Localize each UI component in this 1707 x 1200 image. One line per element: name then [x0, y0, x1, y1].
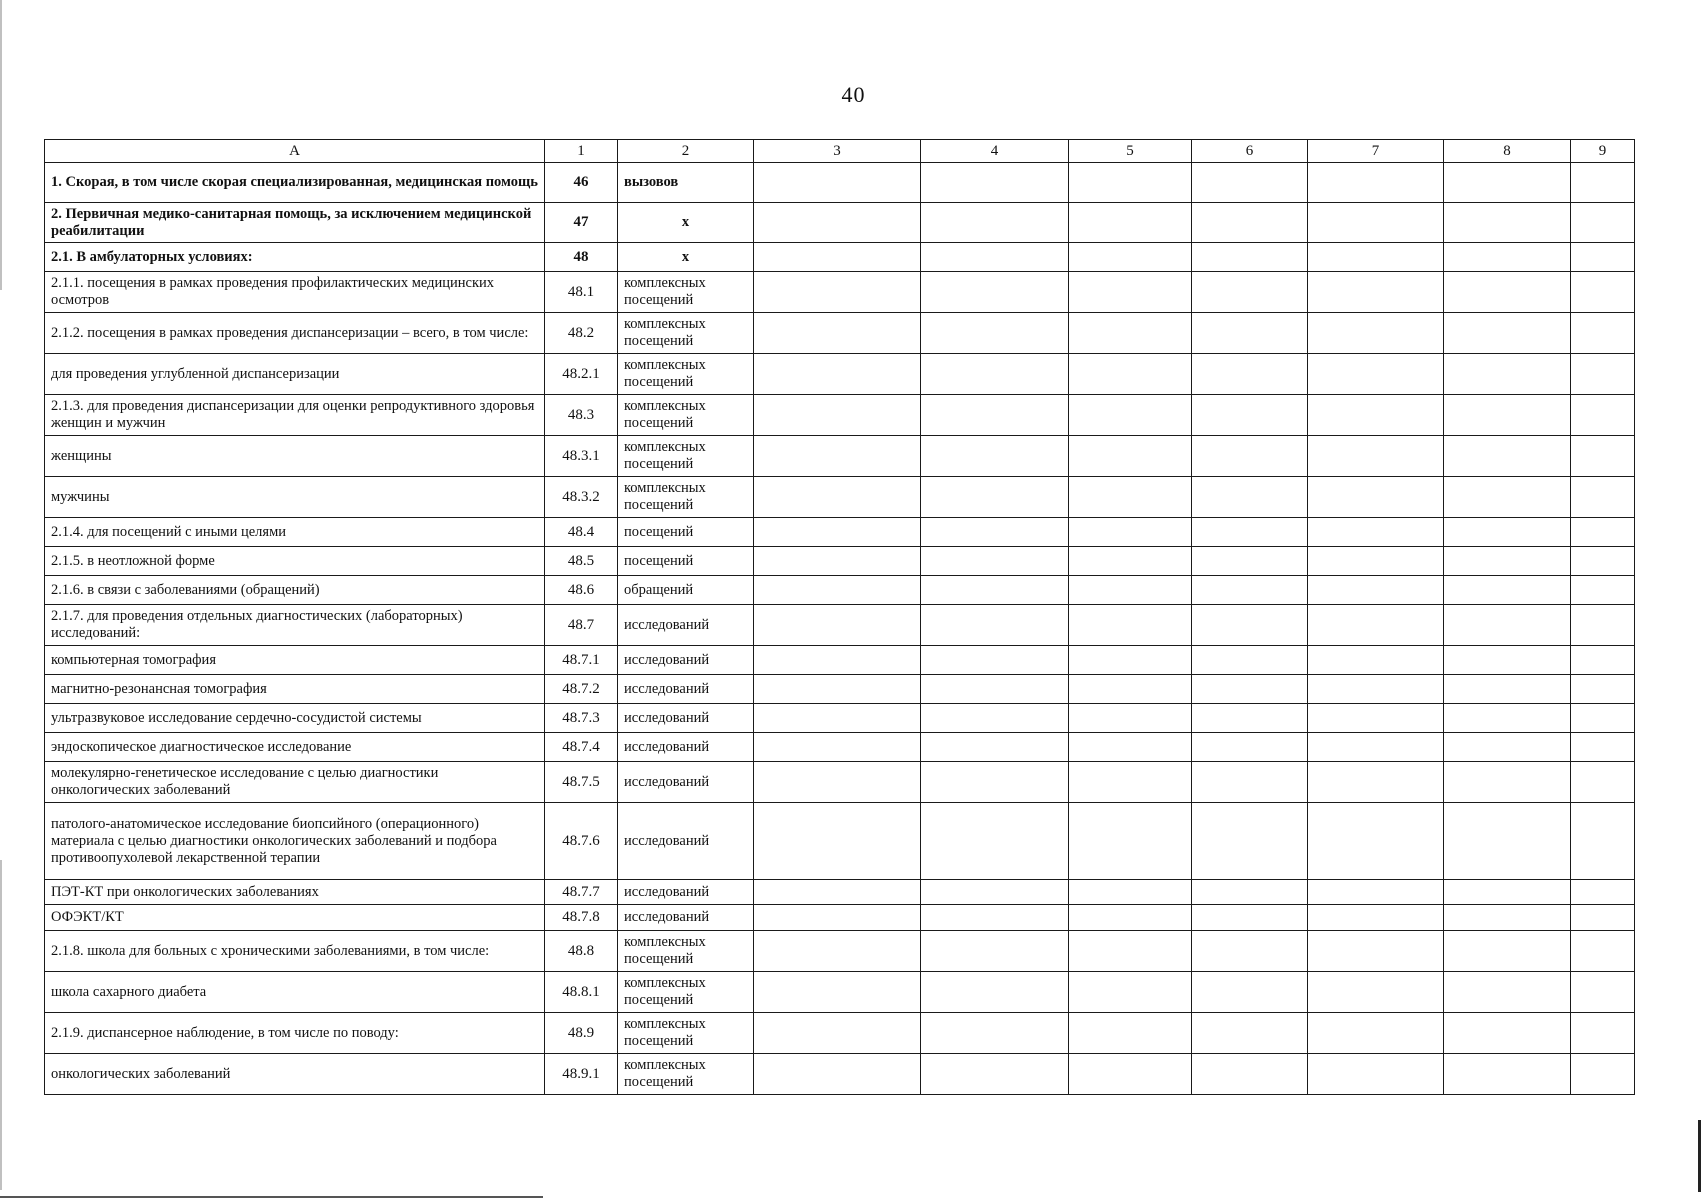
- scan-artifact-bottom-line: [0, 1196, 543, 1198]
- column-header: 9: [1571, 140, 1635, 163]
- empty-cell: [1444, 880, 1571, 905]
- empty-cell: [1192, 931, 1308, 972]
- row-label: патолого-анатомическое исследование биопсийного (операционного) материала с целью диагностики онкологических заболеваний и подбора противоопухолевой лекарственной терапии: [45, 803, 545, 880]
- row-label: 2.1.3. для проведения диспансеризации для оценки репродуктивного здоровья женщин и мужчин: [45, 395, 545, 436]
- empty-cell: [921, 880, 1069, 905]
- row-label: 2.1.5. в неотложной форме: [45, 547, 545, 576]
- row-code: 48.8.1: [545, 972, 618, 1013]
- empty-cell: [1192, 675, 1308, 704]
- empty-cell: [754, 477, 921, 518]
- row-code: 48.7.6: [545, 803, 618, 880]
- column-header: 4: [921, 140, 1069, 163]
- empty-cell: [1069, 1054, 1192, 1095]
- column-header: 5: [1069, 140, 1192, 163]
- empty-cell: [1571, 1054, 1635, 1095]
- empty-cell: [754, 547, 921, 576]
- table-row: [45, 646, 1635, 675]
- empty-cell: [1069, 972, 1192, 1013]
- empty-cell: [921, 518, 1069, 547]
- empty-cell: [1192, 1013, 1308, 1054]
- row-label: для проведения углубленной диспансеризации: [45, 354, 545, 395]
- table-row: [45, 972, 1635, 1013]
- empty-cell: [1192, 880, 1308, 905]
- row-code: 48.5: [545, 547, 618, 576]
- empty-cell: [1192, 1054, 1308, 1095]
- table-row: [45, 576, 1635, 605]
- empty-cell: [921, 931, 1069, 972]
- empty-cell: [1192, 762, 1308, 803]
- empty-cell: [1444, 605, 1571, 646]
- table-row: [45, 605, 1635, 646]
- row-unit: комплексных посещений: [618, 272, 754, 313]
- empty-cell: [1069, 547, 1192, 576]
- empty-cell: [1192, 313, 1308, 354]
- scan-artifact-left-edge-lower: [0, 860, 2, 1190]
- table-body: [45, 163, 1635, 1095]
- empty-cell: [1444, 203, 1571, 243]
- empty-cell: [754, 733, 921, 762]
- empty-cell: [921, 1013, 1069, 1054]
- row-unit: комплексных посещений: [618, 395, 754, 436]
- empty-cell: [1069, 646, 1192, 675]
- empty-cell: [1192, 704, 1308, 733]
- table-row: [45, 803, 1635, 880]
- row-unit: комплексных посещений: [618, 436, 754, 477]
- column-header: 6: [1192, 140, 1308, 163]
- empty-cell: [1069, 313, 1192, 354]
- empty-cell: [754, 803, 921, 880]
- empty-cell: [1444, 477, 1571, 518]
- empty-cell: [1444, 733, 1571, 762]
- empty-cell: [1069, 605, 1192, 646]
- empty-cell: [1192, 905, 1308, 931]
- empty-cell: [921, 395, 1069, 436]
- empty-cell: [1069, 272, 1192, 313]
- table-row: [45, 905, 1635, 931]
- empty-cell: [1444, 518, 1571, 547]
- empty-cell: [1308, 1013, 1444, 1054]
- row-unit: комплексных посещений: [618, 972, 754, 1013]
- empty-cell: [1308, 477, 1444, 518]
- empty-cell: [1308, 518, 1444, 547]
- empty-cell: [1069, 675, 1192, 704]
- empty-cell: [1192, 395, 1308, 436]
- empty-cell: [1571, 905, 1635, 931]
- empty-cell: [1308, 243, 1444, 272]
- table-row: [45, 880, 1635, 905]
- row-label: магнитно-резонансная томография: [45, 675, 545, 704]
- table-row: [45, 243, 1635, 272]
- empty-cell: [1308, 576, 1444, 605]
- row-label: ПЭТ-КТ при онкологических заболеваниях: [45, 880, 545, 905]
- statistics-table: [44, 139, 1635, 1095]
- empty-cell: [1444, 704, 1571, 733]
- row-code: 48: [545, 243, 618, 272]
- empty-cell: [1571, 243, 1635, 272]
- empty-cell: [1069, 762, 1192, 803]
- empty-cell: [921, 1054, 1069, 1095]
- empty-cell: [1192, 163, 1308, 203]
- empty-cell: [1069, 163, 1192, 203]
- empty-cell: [921, 733, 1069, 762]
- empty-cell: [1069, 704, 1192, 733]
- empty-cell: [1308, 395, 1444, 436]
- empty-cell: [754, 1013, 921, 1054]
- scan-artifact-right-edge: [1698, 1120, 1701, 1192]
- empty-cell: [1069, 203, 1192, 243]
- empty-cell: [1308, 354, 1444, 395]
- empty-cell: [1069, 576, 1192, 605]
- row-unit: исследований: [618, 733, 754, 762]
- empty-cell: [1069, 905, 1192, 931]
- row-unit: комплексных посещений: [618, 931, 754, 972]
- row-label: ОФЭКТ/КТ: [45, 905, 545, 931]
- empty-cell: [1308, 436, 1444, 477]
- table-row: [45, 547, 1635, 576]
- empty-cell: [1444, 436, 1571, 477]
- empty-cell: [1069, 518, 1192, 547]
- empty-cell: [1192, 547, 1308, 576]
- empty-cell: [1444, 272, 1571, 313]
- empty-cell: [1192, 605, 1308, 646]
- empty-cell: [1444, 576, 1571, 605]
- empty-cell: [1192, 646, 1308, 675]
- row-label: 2.1.9. диспансерное наблюдение, в том числе по поводу:: [45, 1013, 545, 1054]
- empty-cell: [1192, 203, 1308, 243]
- column-header: А: [45, 140, 545, 163]
- empty-cell: [754, 313, 921, 354]
- empty-cell: [1571, 547, 1635, 576]
- empty-cell: [754, 646, 921, 675]
- row-unit: посещений: [618, 518, 754, 547]
- empty-cell: [1444, 547, 1571, 576]
- empty-cell: [1571, 203, 1635, 243]
- empty-cell: [921, 646, 1069, 675]
- empty-cell: [1192, 272, 1308, 313]
- row-code: 48.6: [545, 576, 618, 605]
- row-unit: комплексных посещений: [618, 1013, 754, 1054]
- empty-cell: [1571, 733, 1635, 762]
- scan-artifact-left-edge: [0, 0, 2, 290]
- row-unit: комплексных посещений: [618, 354, 754, 395]
- row-label: 1. Скорая, в том числе скорая специализированная, медицинская помощь: [45, 163, 545, 203]
- empty-cell: [754, 1054, 921, 1095]
- empty-cell: [921, 477, 1069, 518]
- empty-cell: [1192, 518, 1308, 547]
- empty-cell: [754, 675, 921, 704]
- empty-cell: [1069, 243, 1192, 272]
- empty-cell: [754, 704, 921, 733]
- empty-cell: [921, 803, 1069, 880]
- row-unit: комплексных посещений: [618, 313, 754, 354]
- empty-cell: [1444, 243, 1571, 272]
- empty-cell: [754, 203, 921, 243]
- row-unit: обращений: [618, 576, 754, 605]
- row-code: 48.3: [545, 395, 618, 436]
- empty-cell: [921, 605, 1069, 646]
- empty-cell: [1571, 762, 1635, 803]
- empty-cell: [1571, 972, 1635, 1013]
- table-row: [45, 477, 1635, 518]
- empty-cell: [1444, 354, 1571, 395]
- empty-cell: [1308, 1054, 1444, 1095]
- empty-cell: [754, 576, 921, 605]
- empty-cell: [921, 272, 1069, 313]
- row-code: 48.8: [545, 931, 618, 972]
- empty-cell: [1444, 395, 1571, 436]
- empty-cell: [754, 931, 921, 972]
- empty-cell: [921, 704, 1069, 733]
- empty-cell: [1308, 704, 1444, 733]
- row-label: 2.1.2. посещения в рамках проведения диспансеризации – всего, в том числе:: [45, 313, 545, 354]
- empty-cell: [1192, 243, 1308, 272]
- empty-cell: [1069, 733, 1192, 762]
- empty-cell: [1571, 436, 1635, 477]
- row-unit: исследований: [618, 704, 754, 733]
- empty-cell: [754, 605, 921, 646]
- empty-cell: [754, 395, 921, 436]
- row-code: 48.2: [545, 313, 618, 354]
- table-row: [45, 704, 1635, 733]
- empty-cell: [1308, 905, 1444, 931]
- empty-cell: [1192, 436, 1308, 477]
- empty-cell: [1069, 477, 1192, 518]
- empty-cell: [1571, 518, 1635, 547]
- empty-cell: [921, 354, 1069, 395]
- row-label: женщины: [45, 436, 545, 477]
- empty-cell: [1308, 203, 1444, 243]
- empty-cell: [1571, 477, 1635, 518]
- empty-cell: [754, 243, 921, 272]
- empty-cell: [1308, 880, 1444, 905]
- empty-cell: [1444, 972, 1571, 1013]
- row-code: 48.3.2: [545, 477, 618, 518]
- empty-cell: [754, 354, 921, 395]
- empty-cell: [1444, 905, 1571, 931]
- empty-cell: [1571, 354, 1635, 395]
- empty-cell: [1444, 931, 1571, 972]
- row-unit: комплексных посещений: [618, 1054, 754, 1095]
- empty-cell: [1308, 272, 1444, 313]
- row-unit: х: [618, 203, 754, 243]
- empty-cell: [754, 163, 921, 203]
- table-row: [45, 733, 1635, 762]
- row-unit: исследований: [618, 646, 754, 675]
- empty-cell: [1444, 1054, 1571, 1095]
- empty-cell: [1308, 675, 1444, 704]
- row-label: 2.1. В амбулаторных условиях:: [45, 243, 545, 272]
- column-header: 1: [545, 140, 618, 163]
- table-row: [45, 163, 1635, 203]
- column-header: 2: [618, 140, 754, 163]
- row-label: молекулярно-генетическое исследование с целью диагностики онкологических заболеваний: [45, 762, 545, 803]
- empty-cell: [1192, 477, 1308, 518]
- table-row: [45, 272, 1635, 313]
- empty-cell: [754, 272, 921, 313]
- row-unit: исследований: [618, 803, 754, 880]
- empty-cell: [1308, 605, 1444, 646]
- row-code: 48.7.7: [545, 880, 618, 905]
- row-code: 48.4: [545, 518, 618, 547]
- row-unit: исследований: [618, 880, 754, 905]
- empty-cell: [1308, 931, 1444, 972]
- empty-cell: [1308, 547, 1444, 576]
- row-code: 48.7.5: [545, 762, 618, 803]
- empty-cell: [1444, 1013, 1571, 1054]
- row-code: 48.7.3: [545, 704, 618, 733]
- table-row: [45, 931, 1635, 972]
- row-label: 2.1.1. посещения в рамках проведения профилактических медицинских осмотров: [45, 272, 545, 313]
- table-row: [45, 436, 1635, 477]
- empty-cell: [1571, 704, 1635, 733]
- row-unit: исследований: [618, 905, 754, 931]
- empty-cell: [1571, 1013, 1635, 1054]
- empty-cell: [1571, 605, 1635, 646]
- table-row: [45, 203, 1635, 243]
- empty-cell: [754, 905, 921, 931]
- table-row: [45, 395, 1635, 436]
- empty-cell: [1444, 803, 1571, 880]
- row-unit: х: [618, 243, 754, 272]
- empty-cell: [1571, 931, 1635, 972]
- empty-cell: [1069, 880, 1192, 905]
- row-label: онкологических заболеваний: [45, 1054, 545, 1095]
- column-header: 8: [1444, 140, 1571, 163]
- empty-cell: [921, 905, 1069, 931]
- empty-cell: [1444, 313, 1571, 354]
- empty-cell: [754, 762, 921, 803]
- empty-cell: [1571, 313, 1635, 354]
- row-unit: вызовов: [618, 163, 754, 203]
- row-code: 48.7.4: [545, 733, 618, 762]
- empty-cell: [1069, 395, 1192, 436]
- row-label: 2.1.8. школа для больных с хроническими заболеваниями, в том числе:: [45, 931, 545, 972]
- empty-cell: [1308, 972, 1444, 1013]
- row-label: 2.1.6. в связи с заболеваниями (обращений): [45, 576, 545, 605]
- table-row: [45, 354, 1635, 395]
- row-code: 48.3.1: [545, 436, 618, 477]
- empty-cell: [1444, 675, 1571, 704]
- empty-cell: [921, 163, 1069, 203]
- column-header: 7: [1308, 140, 1444, 163]
- row-code: 48.1: [545, 272, 618, 313]
- empty-cell: [1069, 354, 1192, 395]
- empty-cell: [1571, 880, 1635, 905]
- table-row: [45, 762, 1635, 803]
- empty-cell: [921, 675, 1069, 704]
- empty-cell: [1571, 395, 1635, 436]
- row-unit: посещений: [618, 547, 754, 576]
- empty-cell: [921, 972, 1069, 1013]
- row-label: школа сахарного диабета: [45, 972, 545, 1013]
- empty-cell: [1308, 163, 1444, 203]
- header-row: [45, 140, 1635, 163]
- empty-cell: [1308, 313, 1444, 354]
- empty-cell: [1444, 646, 1571, 675]
- table-row: [45, 1013, 1635, 1054]
- row-label: 2.1.4. для посещений с иными целями: [45, 518, 545, 547]
- row-code: 48.7.8: [545, 905, 618, 931]
- row-unit: исследований: [618, 762, 754, 803]
- empty-cell: [1308, 762, 1444, 803]
- empty-cell: [1571, 576, 1635, 605]
- empty-cell: [1069, 931, 1192, 972]
- empty-cell: [1308, 646, 1444, 675]
- column-header: 3: [754, 140, 921, 163]
- row-code: 46: [545, 163, 618, 203]
- empty-cell: [1571, 675, 1635, 704]
- empty-cell: [921, 313, 1069, 354]
- row-label: эндоскопическое диагностическое исследование: [45, 733, 545, 762]
- table-row: [45, 1054, 1635, 1095]
- empty-cell: [754, 436, 921, 477]
- row-label: ультразвуковое исследование сердечно-сосудистой системы: [45, 704, 545, 733]
- empty-cell: [921, 243, 1069, 272]
- empty-cell: [1571, 163, 1635, 203]
- table-row: [45, 518, 1635, 547]
- empty-cell: [1308, 733, 1444, 762]
- row-code: 47: [545, 203, 618, 243]
- row-label: 2. Первичная медико-санитарная помощь, за исключением медицинской реабилитации: [45, 203, 545, 243]
- empty-cell: [754, 880, 921, 905]
- row-code: 48.7: [545, 605, 618, 646]
- row-code: 48.9.1: [545, 1054, 618, 1095]
- empty-cell: [921, 547, 1069, 576]
- row-unit: исследований: [618, 605, 754, 646]
- empty-cell: [1069, 803, 1192, 880]
- row-label: 2.1.7. для проведения отдельных диагностических (лабораторных) исследований:: [45, 605, 545, 646]
- empty-cell: [1069, 1013, 1192, 1054]
- table-row: [45, 675, 1635, 704]
- empty-cell: [754, 518, 921, 547]
- page-number: 40: [841, 82, 866, 107]
- table-row: [45, 313, 1635, 354]
- empty-cell: [921, 203, 1069, 243]
- empty-cell: [1192, 354, 1308, 395]
- empty-cell: [1069, 436, 1192, 477]
- empty-cell: [921, 576, 1069, 605]
- empty-cell: [1444, 762, 1571, 803]
- empty-cell: [754, 972, 921, 1013]
- row-unit: исследований: [618, 675, 754, 704]
- row-code: 48.7.2: [545, 675, 618, 704]
- empty-cell: [1192, 576, 1308, 605]
- empty-cell: [1192, 803, 1308, 880]
- empty-cell: [1308, 803, 1444, 880]
- empty-cell: [1571, 646, 1635, 675]
- row-label: мужчины: [45, 477, 545, 518]
- empty-cell: [1192, 733, 1308, 762]
- row-code: 48.9: [545, 1013, 618, 1054]
- empty-cell: [1571, 803, 1635, 880]
- row-label: компьютерная томография: [45, 646, 545, 675]
- empty-cell: [921, 762, 1069, 803]
- row-code: 48.7.1: [545, 646, 618, 675]
- empty-cell: [1571, 272, 1635, 313]
- empty-cell: [1192, 972, 1308, 1013]
- row-code: 48.2.1: [545, 354, 618, 395]
- row-unit: комплексных посещений: [618, 477, 754, 518]
- empty-cell: [921, 436, 1069, 477]
- empty-cell: [1444, 163, 1571, 203]
